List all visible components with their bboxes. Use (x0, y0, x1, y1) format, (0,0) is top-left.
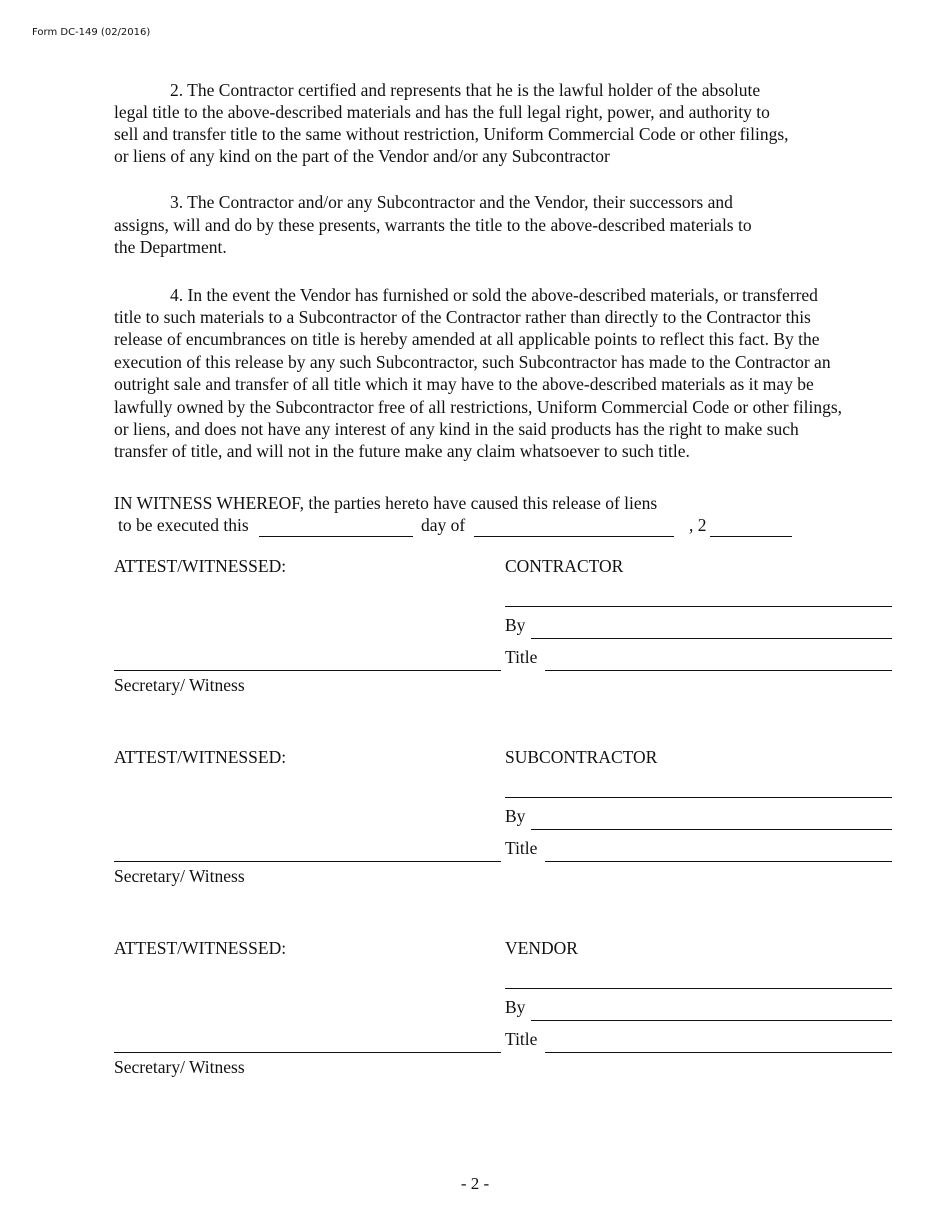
paragraph-line: sell and transfer title to the same without restriction, Uniform Commercial Code or other filings, (114, 124, 789, 144)
day-of-label: day of (421, 515, 466, 535)
attest-label: ATTEST/WITNESSED: (114, 556, 287, 576)
witness-signature-field[interactable] (114, 861, 501, 862)
paragraph-line: legal title to the above-described materials and has the full legal right, power, and authority to (114, 102, 770, 122)
attest-label: ATTEST/WITNESSED: (114, 747, 287, 767)
by-signature-field[interactable] (531, 638, 892, 639)
paragraph-line: 3. The Contractor and/or any Subcontractor and the Vendor, their successors and (170, 192, 733, 212)
by-label: By (505, 806, 526, 826)
witness-label: Secretary/ Witness (114, 1057, 245, 1077)
paragraph-line: outright sale and transfer of all title which it may have to the above-described materials as it may be (114, 374, 814, 394)
attest-label: ATTEST/WITNESSED: (114, 938, 287, 958)
executed-label: to be executed this (118, 515, 249, 535)
by-label: By (505, 997, 526, 1017)
witness-signature-field[interactable] (114, 670, 501, 671)
party-name-field[interactable] (505, 606, 892, 607)
title-field[interactable] (545, 861, 892, 862)
paragraph-line: or liens, and does not have any interest of any kind in the said products has the right to make such (114, 419, 799, 439)
witness-label: Secretary/ Witness (114, 866, 245, 886)
paragraph-line: lawfully owned by the Subcontractor free of all restrictions, Uniform Commercial Code or other filings, (114, 397, 843, 417)
year-prefix-label: , 2 (689, 515, 707, 535)
witness-clause: IN WITNESS WHEREOF, the parties hereto have caused this release of liens (114, 493, 658, 513)
paragraph-line: 4. In the event the Vendor has furnished or sold the above-described materials, or transferred (170, 285, 818, 305)
paragraph-line: title to such materials to a Subcontractor of the Contractor rather than directly to the Contractor this (114, 307, 811, 327)
paragraph-line: 2. The Contractor certified and represents that he is the lawful holder of the absolute (170, 80, 761, 100)
title-label: Title (505, 838, 538, 858)
form-number: Form DC-149 (02/2016) (32, 27, 151, 38)
paragraph-line: execution of this release by any such Subcontractor, such Subcontractor has made to the Contractor an (114, 352, 831, 372)
day-field[interactable] (259, 536, 413, 537)
year-field[interactable] (710, 536, 792, 537)
witness-signature-field[interactable] (114, 1052, 501, 1053)
paragraph-line: or liens of any kind on the part of the Vendor and/or any Subcontractor (114, 146, 610, 166)
by-signature-field[interactable] (531, 829, 892, 830)
paragraph-line: assigns, will and do by these presents, warrants the title to the above-described materials to (114, 215, 752, 235)
paragraph-line: the Department. (114, 237, 227, 257)
month-field[interactable] (474, 536, 674, 537)
party-label: VENDOR (505, 938, 578, 958)
party-label: CONTRACTOR (505, 556, 624, 576)
paragraph-line: release of encumbrances on title is hereby amended at all applicable points to reflect this fact. By the (114, 329, 820, 349)
by-signature-field[interactable] (531, 1020, 892, 1021)
party-label: SUBCONTRACTOR (505, 747, 658, 767)
party-name-field[interactable] (505, 797, 892, 798)
party-name-field[interactable] (505, 988, 892, 989)
title-label: Title (505, 1029, 538, 1049)
title-label: Title (505, 647, 538, 667)
title-field[interactable] (545, 670, 892, 671)
witness-label: Secretary/ Witness (114, 675, 245, 695)
by-label: By (505, 615, 526, 635)
page-number: - 2 - (460, 1174, 490, 1193)
paragraph-line: transfer of title, and will not in the future make any claim whatsoever to such title. (114, 441, 690, 461)
title-field[interactable] (545, 1052, 892, 1053)
